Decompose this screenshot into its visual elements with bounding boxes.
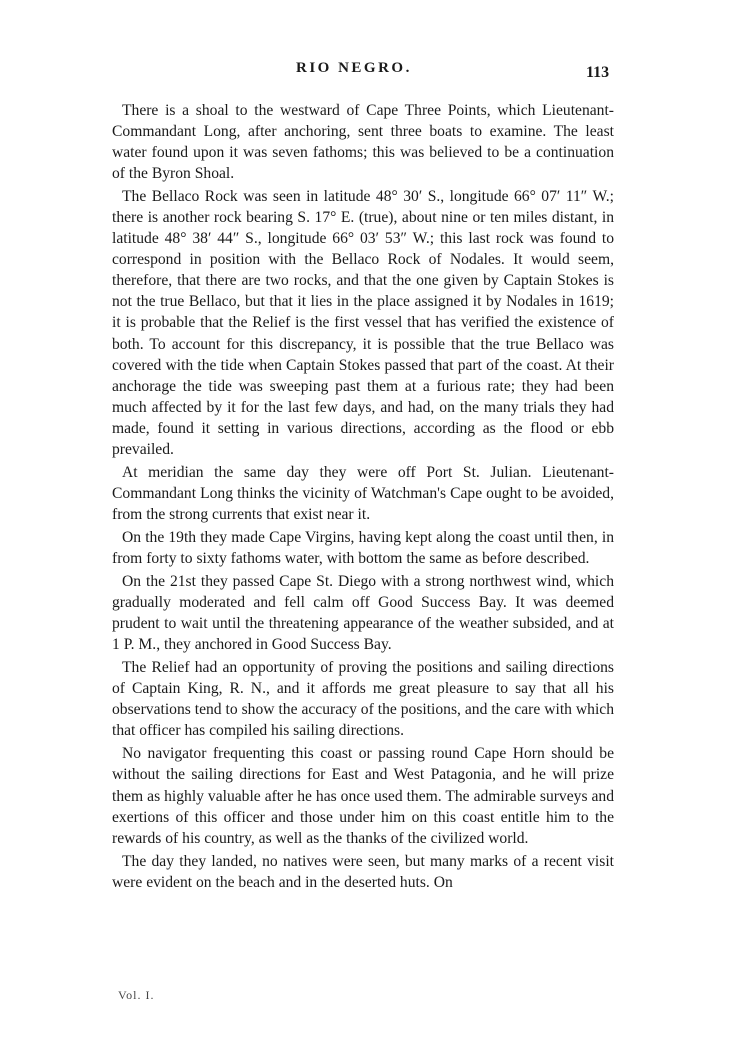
running-title: RIO NEGRO.: [296, 60, 412, 76]
body-text: [112, 100, 614, 895]
paragraph-cape-virgins: On the 19th they made Cape Virgins, having kept along the coast until then, in from forty to sixty fathoms water, with bottom the same as before described.: [112, 528, 614, 567]
signature-mark: Vol. I.: [118, 988, 155, 1002]
paragraph-port-st-julian: At meridian the same day they were off Port St. Julian. Lieutenant-Commandant Long thinks the vicinity of Watchman's Cape ought to be avoided, from the strong currents that exist near it.: [112, 463, 614, 523]
paragraph-cape-st-diego: On the 21st they passed Cape St. Diego with a strong northwest wind, which gradually moderated and fell calm off Good Success Bay. It was deemed prudent to wait until the threatening appearance of the weather subsided, and at 1 P. M., they anchored in Good Success Bay.: [112, 573, 614, 654]
running-head: [0, 60, 750, 90]
paragraph-captain-king: The Relief had an opportunity of proving the positions and sailing directions of Captain King, R. N., and it affords me great pleasure to say that all his observations tend to show the accuracy of the positions, and the care with which that officer has compiled his sailing directions.: [112, 659, 614, 740]
paragraph-natives: The day they landed, no natives were seen, but many marks of a recent visit were evident on the beach and in the deserted huts. On: [112, 852, 614, 891]
paragraph-sailing-directions: No navigator frequenting this coast or passing round Cape Horn should be without the sailing directions for East and West Patagonia, and he will prize them as highly valuable after he has once used them. The admirable surveys and exertions of this officer and those under him on this coast entitle him to the rewards of his country, as well as the thanks of the civilized world.: [112, 745, 614, 847]
paragraph-bellaco-rock: The Bellaco Rock was seen in latitude 48° 30′ S., longitude 66° 07′ 11″ W.; there is another rock bearing S. 17° E. (true), about nine or ten miles distant, in latitude 48° 38′ 44″ S., longitude 66° 03′ 53″ W.; this last rock was found to correspond in position with the Bellaco Rock of Nodales. It would seem, therefore, that there are two rocks, and that the one given by Captain Stokes is not the true Bellaco, but that it lies in the place assigned it by Nodales in 1619; it is probable that the Relief is the first vessel that has verified the existence of both. To account for this discrepancy, it is possible that the true Bellaco was covered with the tide when Captain Stokes passed that part of the coast. At their anchorage the tide was sweeping past them at a furious rate; they had been much affected by it for the last few days, and had, on the many trials they had made, found it setting in various directions, according as the flood or ebb prevailed.: [112, 188, 614, 458]
page-number: 113: [586, 64, 610, 81]
paragraph-byron-shoal: There is a shoal to the westward of Cape Three Points, which Lieutenant-Commandant Long, after anchoring, sent three boats to examine. The least water found upon it was seven fathoms; this was believed to be a continuation of the Byron Shoal.: [112, 102, 614, 183]
